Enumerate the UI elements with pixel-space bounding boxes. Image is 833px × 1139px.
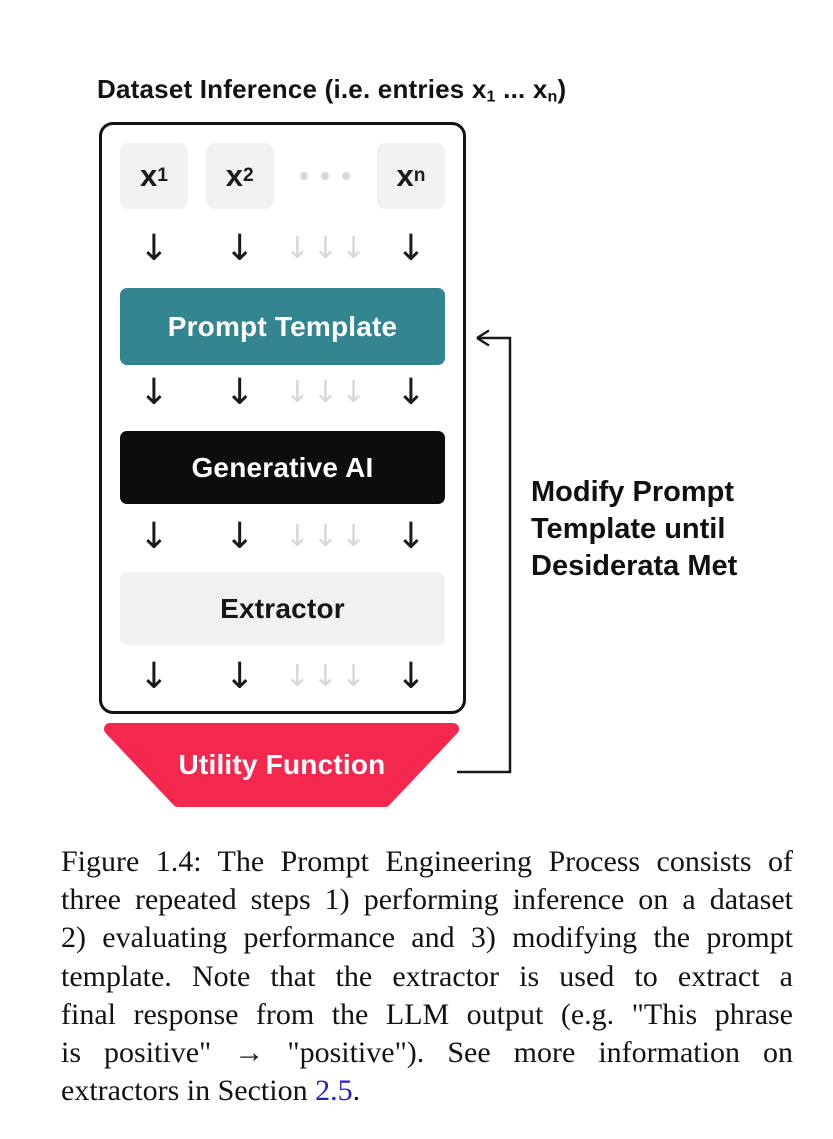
down-arrow-icon: ↓: [312, 519, 338, 554]
entry-box-x1: x 1: [120, 143, 188, 209]
figure-title-sub-1: 1: [486, 87, 496, 106]
down-arrow-icon: ↓: [340, 375, 367, 410]
arrow-row: [102, 516, 463, 558]
figure-title: Dataset Inference (i.e. entries $x_1$ ... $x_n$): [97, 74, 567, 106]
caption-line: template. Note that the extractor is used to extract a: [61, 959, 793, 993]
caption-line: Figure 1.4: The Prompt Engineering Process consists of: [61, 845, 793, 878]
down-arrow-icon: ↓: [138, 228, 170, 269]
figure-title-text: Dataset Inference (i.e. entries x: [97, 74, 487, 104]
down-arrow-icon: ↓: [224, 516, 255, 557]
down-arrow-icon: ↓: [395, 228, 427, 269]
down-arrow-icon: ↓: [138, 516, 170, 557]
down-arrow-icon: ↓: [224, 656, 255, 697]
entry-box-xn: x n: [377, 143, 445, 209]
figure-title-sub-n: n: [547, 87, 558, 106]
flow-arrow: [120, 228, 188, 270]
down-arrow-icon: ↓: [138, 656, 170, 697]
down-arrow-icon: ↓: [312, 659, 338, 694]
arrow-row: [102, 656, 463, 698]
flow-arrow: [206, 516, 274, 558]
generative-ai-node: [120, 431, 445, 504]
faded-arrows-group: [284, 372, 367, 414]
faded-arrows-group: [284, 228, 367, 270]
down-arrow-icon: ↓: [224, 372, 255, 413]
utility-function-node: [99, 722, 465, 808]
extractor-node: [120, 572, 445, 645]
down-arrow-icon: ↓: [284, 231, 310, 266]
flow-arrow: [120, 372, 188, 414]
down-arrow-icon: ↓: [284, 375, 310, 410]
figure-caption: [61, 843, 793, 1110]
down-arrow-icon: ↓: [224, 228, 255, 269]
flow-arrow: [377, 516, 445, 558]
flow-arrow: [206, 228, 274, 270]
caption-line: 2) evaluating performance and 3) modifying the prompt: [61, 921, 793, 955]
section-2-5-link[interactable]: 2.5: [315, 1074, 353, 1108]
down-arrow-icon: ↓: [340, 519, 367, 554]
arrow-row: [102, 228, 463, 270]
pipeline-panel: [99, 122, 466, 714]
down-arrow-icon: ↓: [395, 656, 427, 697]
caption-line: is positive" → "positive"). See more information on: [61, 1036, 793, 1070]
flow-arrow: [206, 372, 274, 414]
flow-arrow: [120, 656, 188, 698]
down-arrow-icon: ↓: [138, 372, 170, 413]
prompt-template-label: Prompt Template: [167, 310, 398, 342]
entry-box-x2: x 2: [206, 143, 274, 209]
down-arrow-icon: ↓: [395, 516, 427, 557]
faded-arrows-group: [284, 656, 367, 698]
down-arrow-icon: ↓: [284, 659, 310, 694]
dataset-entries-row: [102, 143, 463, 209]
flow-arrow: [377, 372, 445, 414]
utility-function-label: Utility Function: [178, 749, 386, 780]
caption-line: final response from the LLM output (e.g. "This phrase: [61, 997, 793, 1031]
down-arrow-icon: ↓: [340, 659, 367, 694]
caption-line: extractors in Section 2.5.: [61, 1074, 361, 1108]
caption-line: three repeated steps 1) performing inference on a dataset: [61, 883, 793, 917]
arrow-row: [102, 372, 463, 414]
down-arrow-icon: ↓: [340, 231, 367, 266]
flow-arrow: [206, 656, 274, 698]
flow-arrow: [377, 228, 445, 270]
down-arrow-icon: ↓: [395, 372, 427, 413]
generative-ai-label: Generative AI: [191, 451, 374, 483]
feedback-loop-arrow-icon: [450, 328, 525, 780]
ellipsis-icon: [300, 172, 350, 180]
feedback-loop-label: Modify Prompt Template until Desiderata Met: [531, 476, 738, 582]
faded-arrows-group: [284, 516, 367, 558]
extractor-label: Extractor: [220, 592, 345, 624]
flow-arrow: [377, 656, 445, 698]
down-arrow-icon: ↓: [312, 375, 338, 410]
down-arrow-icon: ↓: [284, 519, 310, 554]
down-arrow-icon: ↓: [312, 231, 338, 266]
prompt-template-node: [120, 288, 445, 365]
flow-arrow: [120, 516, 188, 558]
